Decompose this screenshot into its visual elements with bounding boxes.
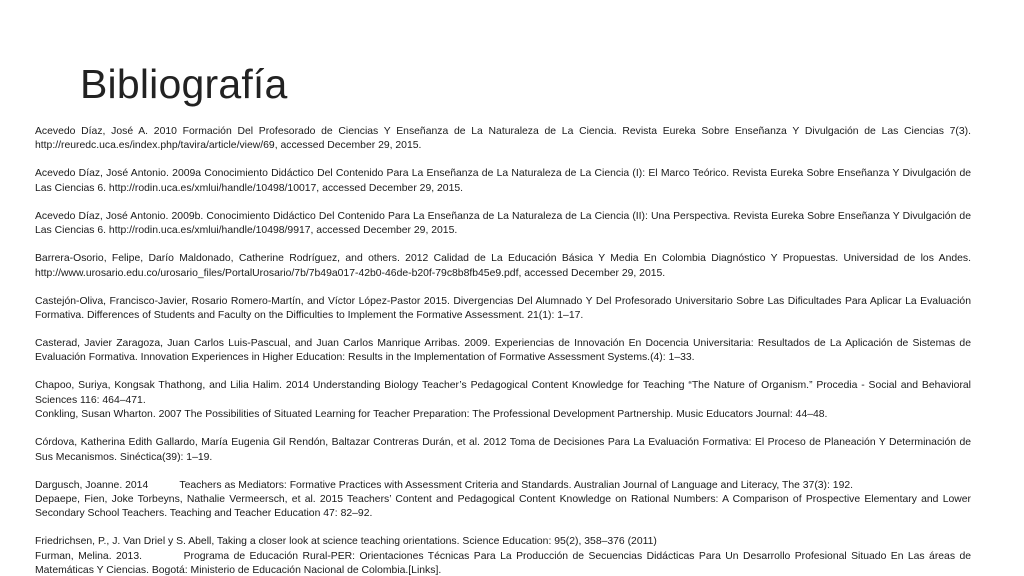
reference-entry: Conkling, Susan Wharton. 2007 The Possibilities of Situated Learning for Teacher Preparation: The Professional Development Partnership. Music Educators Journal: 44–48. (35, 409, 828, 421)
reference-entry: Friedrichsen, P., J. Van Driel y S. Abell, Taking a closer look at science teaching orientations. Science Education: 95(2), 358–376 (2011) (35, 536, 657, 548)
reference-entry: Acevedo Díaz, José Antonio. 2009a Conocimiento Didáctico Del Contenido Para La Enseñanza de La Naturaleza de La Ciencia (I): El Marco Teórico. Revista Eureka Sobre Enseñanza Y Divulgación de Las Ciencias 6. http://rodin.uca.es/xmlui/handle/10498/10017, accessed December 29, 2015. (35, 168, 971, 194)
reference-entry: Chapoo, Suriya, Kongsak Thathong, and Lilia Halim. 2014 Understanding Biology Teacher’s Pedagogical Content Knowledge for Teaching “The Nature of Organism.” Procedia - Social and Behavioral Sciences 116: 464–471. (35, 380, 971, 406)
reference-entry: Casterad, Javier Zaragoza, Juan Carlos Luis-Pascual, and Juan Carlos Manrique Arribas. 2009. Experiencias de Innovación En Docencia Universitaria: Resultados de La Aplicación de Sistemas de Evaluación Formativa. Innovation Experiences in Higher Education: Results in the Implementation of Formative Assessment Systems.(4): 1–33. (35, 338, 971, 364)
bibliography-list (35, 125, 971, 576)
reference-entry: Dargusch, Joanne. 2014 Teachers as Mediators: Formative Practices with Assessment Criteria and Standards. Australian Journal of Language and Literacy, The 37(3): 192. (35, 479, 854, 491)
reference-entry: Depaepe, Fien, Joke Torbeyns, Nathalie Vermeersch, et al. 2015 Teachers’ Content and Pedagogical Content Knowledge on Rational Numbers: A Comparison of Prospective Elementary and Lower Secondary School Teachers. Teaching and Teacher Education 47: 82–92. (35, 494, 971, 520)
reference-entry: Córdova, Katherina Edith Gallardo, María Eugenia Gil Rendón, Baltazar Contreras Durán, et al. 2012 Toma de Decisiones Para La Evaluación Formativa: El Proceso de Planeación Y Determinación de Sus Mecanismos. Sinéctica(39): 1–19. (35, 437, 971, 463)
reference-entry: Acevedo Díaz, José A. 2010 Formación Del Profesorado de Ciencias Y Enseñanza de La Naturaleza de La Ciencia. Revista Eureka Sobre Enseñanza Y Divulgación de Las Ciencias 7(3). http://reuredc.uca.es/index.php/tavira/article/view/69, accessed December 29, 2015. (35, 126, 971, 152)
reference-entry: Barrera-Osorio, Felipe, Darío Maldonado, Catherine Rodríguez, and others. 2012 Calidad de La Educación Básica Y Media En Colombia Diagnóstico Y Propuestas. Universidad de los Andes. http://www.urosario.edu.co/urosario_files/PortalUrosario/7b/7b49a017-42b0-46de-b20f-79c8b8fb45e9.pdf, accessed December 29, 2015. (35, 253, 971, 279)
reference-entry: Acevedo Díaz, José Antonio. 2009b. Conocimiento Didáctico Del Contenido Para La Enseñanza de La Naturaleza de La Ciencia (II): Una Perspectiva. Revista Eureka Sobre Enseñanza Y Divulgación de Las Ciencias 6. http://rodin.uca.es/xmlui/handle/10498/9917, accessed December 29, 2015. (35, 210, 971, 237)
slide-title: Bibliografía (80, 61, 288, 107)
reference-entry: Furman, Melina. 2013. Programa de Educación Rural-PER: Orientaciones Técnicas Para La Producción de Secuencias Didácticas Para Un Desarrollo Profesional Situado En Las áreas de Matemáticas Y Ciencias. Bogotá: Ministerio de Educación Nacional de Colombia.[Links]. (35, 550, 971, 576)
reference-entry: Castejón-Oliva, Francisco-Javier, Rosario Romero-Martín, and Víctor López-Pastor 2015. Divergencias Del Alumnado Y Del Profesorado Universitario Sobre Las Dificultades Para Aplicar La Evaluación Formativa. Differences of Students and Faculty on the Difficulties to Implement the Formative Assessment. 21(1): 1–17. (35, 295, 971, 322)
